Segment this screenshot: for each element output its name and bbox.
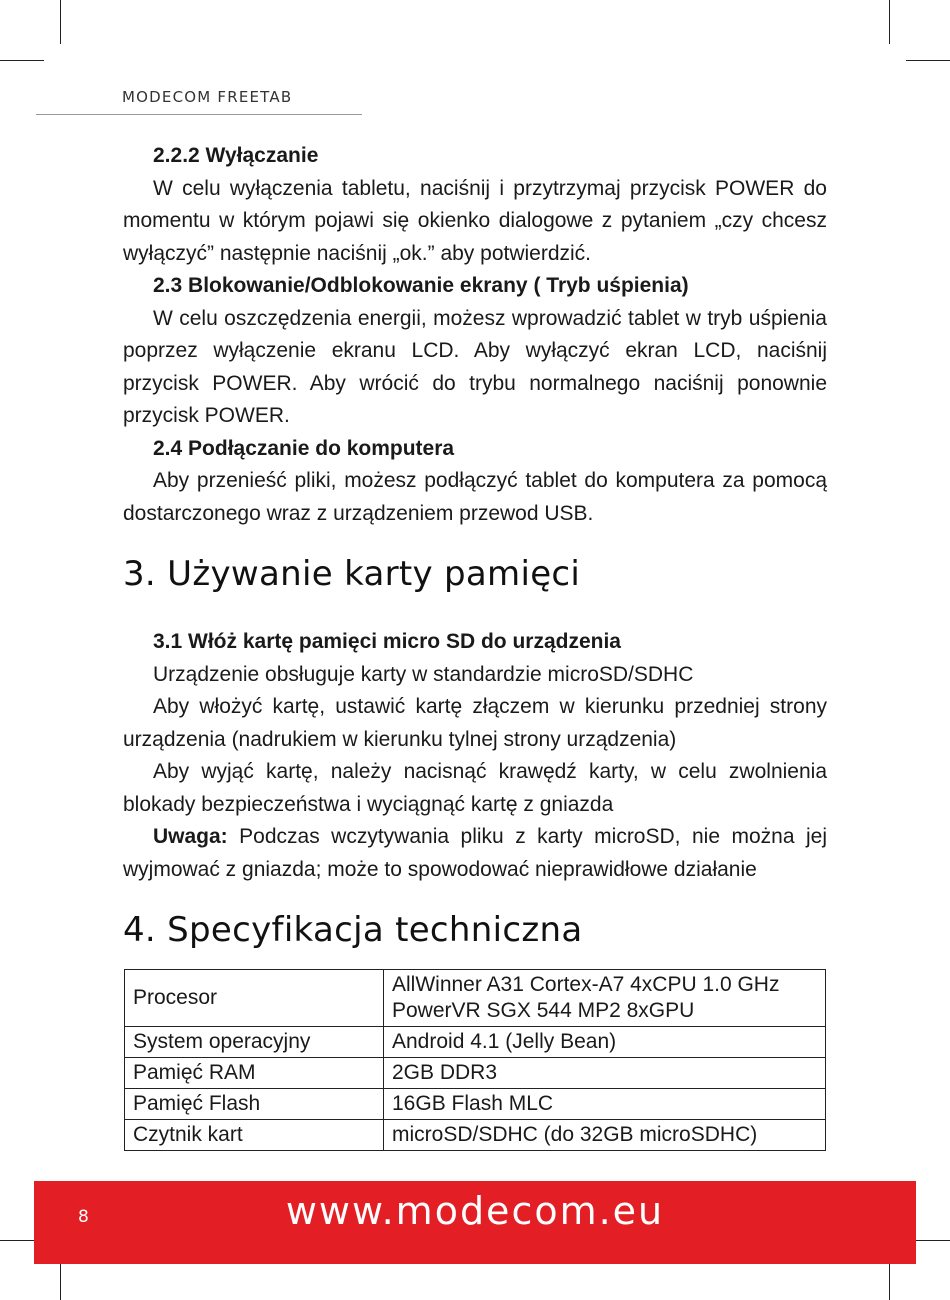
paragraph-3-1c: Aby wyjąć kartę, należy nacisnąć krawędź karty, w celu zwolnienia blokady bezpieczeństwa i wyciągnąć kartę z gniazda: [123, 760, 827, 816]
heading-2-2-2: 2.2.2 Wyłączanie: [153, 144, 319, 167]
page-number: 8: [78, 1207, 89, 1227]
heading-3-1: 3.1 Włóż kartę pamięci micro SD do urządzenia: [153, 630, 621, 653]
footer-url[interactable]: www.modecom.eu: [285, 1189, 665, 1233]
table-row: [125, 1089, 826, 1120]
spec-key: System operacyjny: [125, 1027, 384, 1058]
header-divider: [36, 114, 362, 115]
spec-value: 16GB Flash MLC: [384, 1089, 826, 1120]
section-2-block: [123, 140, 827, 530]
paragraph-3-1b: Aby włożyć kartę, ustawić kartę złączem w kierunku przedniej strony urządzenia (nadrukiem w kierunku tylnej strony urządzenia): [123, 695, 827, 751]
paragraph-2-4: Aby przenieść pliki, możesz podłączyć tablet do komputera za pomocą dostarczonego wraz z urządzeniem przewod USB.: [123, 469, 827, 525]
paragraph-2-3: W celu oszczędzenia energii, możesz wprowadzić tablet w tryb uśpienia poprzez wyłączenie ekranu LCD. Aby wyłączyć ekran LCD, naciśnij przycisk POWER. Aby wrócić do trybu normalnego naciśnij ponownie przycisk POWER.: [123, 306, 827, 427]
paragraph-2-2-2: W celu wyłączenia tabletu, naciśnij i przytrzymaj przycisk POWER do momentu w którym pojawi się okienko dialogowe z pytaniem „czy chcesz wyłączyć” następnie naciśnij „ok.” aby potwierdzić.: [123, 176, 827, 265]
spec-value: microSD/SDHC (do 32GB microSDHC): [384, 1120, 826, 1151]
running-header: MODECOM FREETAB: [122, 88, 293, 106]
footer-bar: [34, 1181, 916, 1264]
crop-mark: [60, 0, 61, 44]
crop-mark: [906, 60, 950, 61]
crop-mark: [0, 60, 44, 61]
heading-2-4: 2.4 Podłączanie do komputera: [153, 436, 455, 460]
heading-2-3: 2.3 Blokowanie/Odblokowanie ekrany ( Tryb uśpienia): [153, 274, 689, 297]
spec-value: [384, 970, 826, 1027]
table-row: [125, 1120, 826, 1151]
spec-value: 2GB DDR3: [384, 1058, 826, 1089]
spec-value-line: PowerVR SGX 544 MP2 8xGPU: [392, 999, 695, 1022]
spec-key: Procesor: [125, 970, 384, 1027]
note-text: Podczas wczytywania pliku z karty microSD, nie można jej wyjmować z gniazda; może to spowodować nieprawidłowe działanie: [123, 825, 827, 881]
spec-value: Android 4.1 (Jelly Bean): [384, 1027, 826, 1058]
crop-mark: [889, 0, 890, 44]
note-paragraph: [123, 821, 827, 886]
section-4-title: 4. Specyfikacja techniczna: [123, 910, 583, 950]
spec-table: [124, 969, 826, 1151]
spec-key: Pamięć RAM: [125, 1058, 384, 1089]
note-label: Uwaga:: [153, 825, 228, 848]
table-row: [125, 970, 826, 1027]
section-3-block: [123, 626, 827, 886]
paragraph-3-1a: Urządzenie obsługuje karty w standardzie microSD/SDHC: [153, 662, 694, 686]
table-row: [125, 1027, 826, 1058]
table-row: [125, 1058, 826, 1089]
spec-value-line: AllWinner A31 Cortex-A7 4xCPU 1.0 GHz: [392, 973, 780, 996]
section-3-title: 3. Używanie karty pamięci: [123, 554, 581, 594]
spec-key: Czytnik kart: [125, 1120, 384, 1151]
spec-key: Pamięć Flash: [125, 1089, 384, 1120]
